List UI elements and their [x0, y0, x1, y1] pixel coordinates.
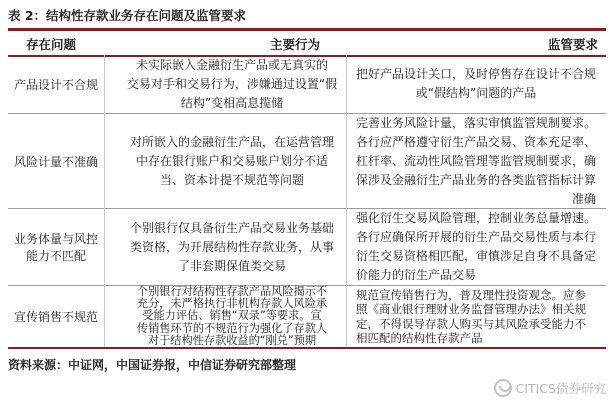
behavior-cell: 个别银行对结构性存款产品风险揭示不 充分，未严格执行非机构存款人风险承 受能力评估、销售“双录”等要求。宣 传销售环节的不规范行为强化了存款人 对于结构性存款收益的“刚兑”预期	[136, 285, 328, 347]
wechat-logo-icon	[494, 379, 512, 397]
table-bottom-rule	[8, 347, 606, 349]
table-row	[8, 209, 606, 286]
watermark	[494, 379, 606, 397]
behavior-cell: 个别银行仅具备衍生产品交易业务基础 类资格，为开展结构性存款业务，从事 了非套期保值类交易	[129, 220, 334, 273]
requirement-cell: 把好产品设计关口，及时停售存在设计不合规 或“假结构”问题的产品	[356, 67, 597, 100]
column-divider	[104, 55, 105, 347]
header-behavior: 主要行为	[270, 37, 321, 52]
issue-cell: 产品设计不合规	[13, 77, 98, 92]
requirement-cell: 强化衍生交易风险管理，控制业务总量增速。 各行应确保所开展的衍生产品交易性质与本行 衍生交易资格相匹配，审慎涉足自身不具备定 价能力的衍生产品交易	[356, 211, 597, 282]
watermark-text: CITICS债券研究	[515, 381, 606, 396]
behavior-cell: 未实际嵌入金融衍生产品或无真实的 交易对手和交易行为，涉嫌通过设置“假 结构”变相高息揽储	[126, 57, 338, 110]
table-row	[8, 55, 606, 114]
requirement-cell: 规范宣传销售行为，普及理性投资观念。应参 照《商业银行理财业务监督管理办法》相关规 定，不得误导存款人购买与其风险承受能力不 相匹配的结构性存款产品	[356, 287, 586, 345]
column-divider	[346, 55, 347, 347]
behavior-cell: 对所嵌入的金融衍生产品，在运营管理 中存在银行账户和交易账户划分不适 当、资本计提不规范等问题	[129, 134, 334, 187]
issue-cell: 宣传销售不规范	[13, 310, 98, 324]
header-requirement: 监管要求	[548, 37, 599, 52]
source-note: 资料来源：中证网，中国证券报，中信证券研究部整理	[8, 358, 297, 372]
requirement-cell: 完善业务风险计量，落实审慎监管规制要求。 各行应严格遵守衍生产品交易、资本充足率、 杠杆率、流动性风险管理等监管规制要求，确 保涉及金融衍生产品业务的各类监管指标计算 准确	[356, 115, 597, 206]
table-caption: 表 2：结构性存款业务存在问题及监管要求	[8, 8, 247, 23]
table-row	[8, 114, 606, 209]
issue-cell: 业务体量与风控 能力不匹配	[13, 232, 98, 263]
issue-cell: 风险计量不准确	[13, 154, 98, 169]
table-row	[8, 286, 606, 347]
header-issue: 存在问题	[26, 37, 77, 52]
table-header	[8, 31, 606, 57]
